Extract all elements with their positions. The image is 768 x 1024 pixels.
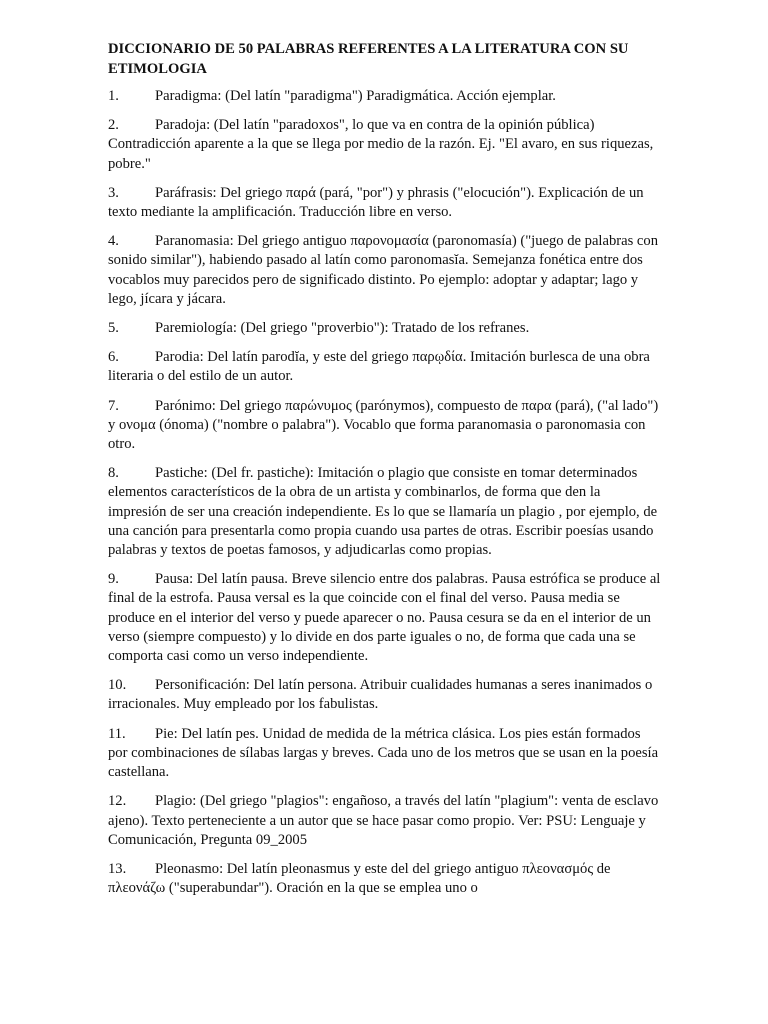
- entry-number: 8.: [108, 465, 119, 482]
- entry-definition: : Del latín pes. Unidad de medida de la métrica clásica. Los pies están formados por combinaciones de sílabas largas y breves. Cada uno de los metros que se usan en la poesía castellana.: [108, 725, 659, 781]
- entry-definition: : (Del fr. pastiche): Imitación o plagio que consiste en tomar determinados elementos característicos de la obra de un artista y combinarlos, de forma que den la impresión de ser una creación independiente. Es lo que se llamaría un plagio , por ejemplo, de una canción para presentarla como propia cuando usa partes de otras. Escribir poesías usando palabras y textos de poetas famosos, y adjudicarlas como propias.: [108, 465, 658, 559]
- dictionary-entry: [108, 725, 662, 783]
- entry-definition: : Del griego παρά (pará, "por") y phrasis ("elocución"). Explicación de un texto mediante la amplificación. Traducción libre en verso.: [108, 184, 644, 221]
- entry-number: 12.: [108, 793, 127, 810]
- entry-term: Plagio: [155, 793, 193, 810]
- entry-term: Pie: [155, 725, 174, 742]
- entry-number: 10.: [108, 677, 127, 694]
- dictionary-entry: [108, 87, 662, 106]
- dictionary-entry: [108, 792, 662, 850]
- entry-definition: : Del griego antiguo παρονομασία (paronomasía) ("juego de palabras con sonido similar"), habiendo pasado al latín como paronomasĭa. Semejanza fonética entre dos vocablos muy parecidos pero de significado distinto. Po ejemplo: adoptar y adaptar; lago y lego, jícara y jácara.: [108, 233, 658, 307]
- dictionary-entry: [108, 348, 662, 386]
- entry-term: Paradigma: [155, 88, 218, 104]
- entry-definition: : (Del griego "proverbio"): Tratado de los refranes.: [232, 320, 530, 337]
- document-title: DICCIONARIO DE 50 PALABRAS REFERENTES A LA LITERATURA CON SU ETIMOLOGIA: [108, 41, 629, 77]
- entry-list: [108, 87, 662, 898]
- dictionary-entry: [108, 860, 662, 898]
- entry-term: Parodia: [155, 349, 200, 366]
- entry-definition: : Del latín persona. Atribuir cualidades humanas a seres inanimados o irracionales. Muy empleado por los fabulistas.: [108, 677, 653, 713]
- entry-definition: : Del latín parodĭa, y este del griego παρῳδία. Imitación burlesca de una obra literaria o del estilo de un autor.: [108, 349, 650, 385]
- entry-number: 5.: [108, 320, 119, 337]
- entry-term: Paradoja: [155, 117, 207, 134]
- entry-number: 1.: [108, 88, 119, 104]
- entry-number: 11.: [108, 725, 126, 742]
- entry-definition: : Del griego παρώνυμος (parónymos), compuesto de παρα (pará), ("al lado") y ονομα (ónoma) ("nombre o palabra"). Vocablo que forma paranomasia o paronomasia con otro.: [108, 397, 659, 453]
- entry-term: Paráfrasis: [155, 184, 213, 201]
- entry-number: 7.: [108, 397, 119, 414]
- entry-number: 3.: [108, 184, 119, 201]
- dictionary-entry: [108, 116, 662, 174]
- entry-definition: : Del latín pausa. Breve silencio entre dos palabras. Pausa estrófica se produce al final de la estrofa. Pausa versal es la que coincide con el final del verso. Pausa media se produce en el interior del verso y puede aparecer o no. Pausa cesura se da en el interior de un verso (siempre compuesto) y lo divide en dos parte iguales o no, de forma que cada una se comporta casi como un verso independiente.: [108, 571, 661, 665]
- entry-term: Pleonasmo: [155, 860, 220, 877]
- dictionary-entry: [108, 464, 662, 560]
- dictionary-entry: [108, 184, 662, 222]
- entry-term: Parónimo: [155, 397, 212, 414]
- entry-definition: : (Del griego "plagios": engañoso, a través del latín "plagium": venta de esclavo ajeno). Texto perteneciente a un autor que se hace pasar como propio. Ver: PSU: Lenguaje y Comunicación, Pregunta 09_2005: [108, 793, 659, 848]
- entry-term: Personificación: [155, 677, 246, 694]
- entry-number: 9.: [108, 571, 119, 588]
- entry-number: 4.: [108, 233, 119, 250]
- dictionary-entry: [108, 570, 662, 666]
- entry-number: 13.: [108, 860, 127, 877]
- entry-term: Paremiología: [155, 320, 233, 337]
- entry-number: 6.: [108, 349, 119, 366]
- dictionary-entry: [108, 232, 662, 309]
- entry-definition: : (Del latín "paradoxos", lo que va en contra de la opinión pública) Contradicción aparente a la que se llega por medio de la razón. Ej. "El avaro, en sus riquezas, pobre.": [108, 117, 654, 172]
- document-page: [108, 40, 662, 908]
- entry-definition: : (Del latín "paradigma") Paradigmática. Acción ejemplar.: [217, 88, 556, 104]
- entry-term: Pastiche: [155, 465, 204, 482]
- dictionary-entry: [108, 319, 662, 338]
- dictionary-entry: [108, 676, 662, 714]
- entry-term: Pausa: [155, 571, 190, 588]
- entry-term: Paranomasia: [155, 233, 230, 250]
- entry-number: 2.: [108, 117, 119, 134]
- entry-definition: : Del latín pleonasmus y este del del griego antiguo πλεονασμός de πλεονάζω ("superabundar"). Oración en la que se emplea uno o: [108, 860, 611, 897]
- dictionary-entry: [108, 397, 662, 455]
